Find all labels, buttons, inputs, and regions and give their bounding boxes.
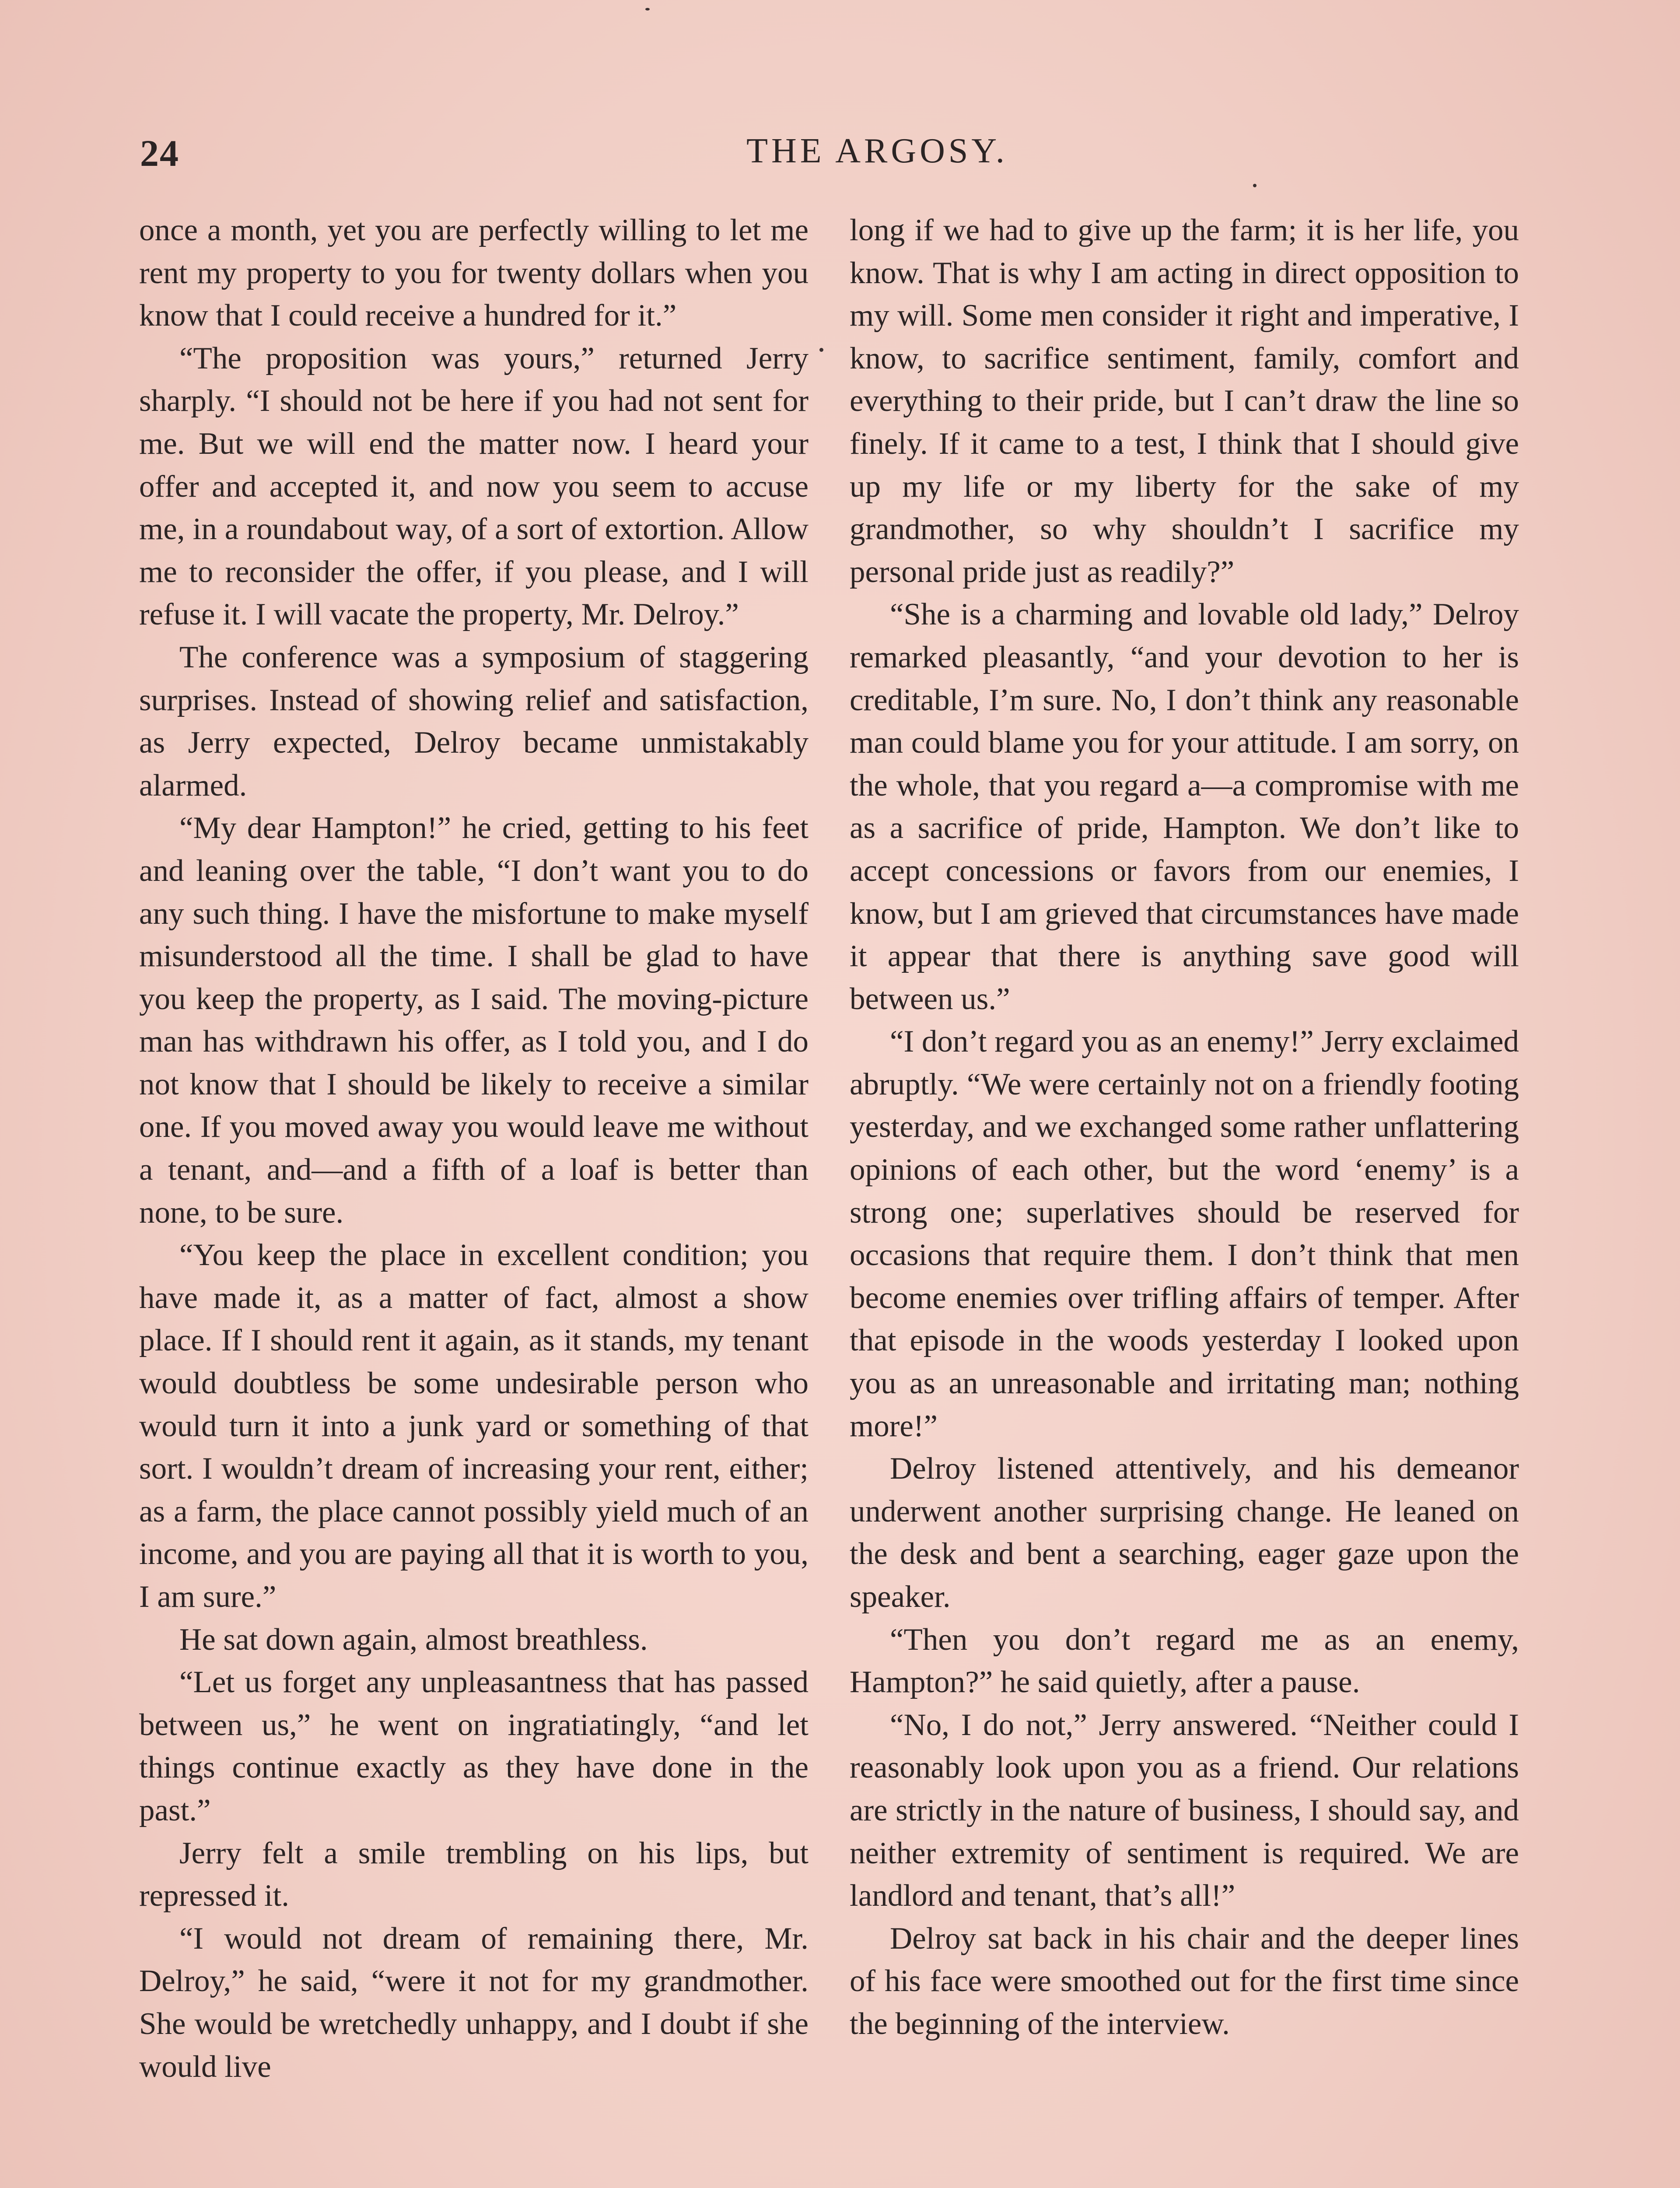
left-text-column	[139, 209, 808, 2088]
print-speck	[819, 348, 823, 352]
print-speck	[1253, 184, 1256, 187]
paragraph: “I don’t regard you as an enemy!” Jerry exclaimed abruptly. “We were certainly not on a friendly footing yesterday, and we exchanged some rather unflattering opinions of each other, but the word ‘enemy’ is a strong one; superlatives should be reserved for occasions that require them. I don’t think that men become enemies over trifling affairs of temper. After that episode in the woods yesterday I looked upon you as an unreasonable and irritating man; nothing more!”	[850, 1024, 1519, 1443]
paragraph: Delroy sat back in his chair and the deeper lines of his face were smoothed out for the first time since the beginning of the interview.	[850, 1921, 1519, 2041]
paragraph: “I would not dream of remaining there, Mr. Delroy,” he said, “were it not for my grandmother. She would be wretchedly unhappy, and I doubt if she would live	[139, 1921, 808, 2084]
paragraph: “Let us forget any unpleasantness that has passed between us,” he went on ingratiatingly, “and let things continue exactly as they have done in the past.”	[139, 1665, 808, 1827]
page-number: 24	[140, 132, 179, 174]
paragraph: “No, I do not,” Jerry answered. “Neither could I reasonably look upon you as a friend. Our relations are strictly in the nature of business, I should say, and neither extremity of sentiment is required. We are landlord and tenant, that’s all!”	[850, 1708, 1519, 1913]
paragraph: Delroy listened attentively, and his demeanor underwent another surprising change. He leaned on the desk and bent a searching, eager gaze upon the speaker.	[850, 1452, 1519, 1614]
paragraph: “You keep the place in excellent condition; you have made it, as a matter of fact, almost a show place. If I should rent it again, as it stands, my tenant would doubtless be some undesirable person who would turn it into a junk yard or something of that sort. I wouldn’t dream of increasing your rent, either; as a farm, the place cannot possibly yield much of an income, and you are paying all that it is worth to you, I am sure.”	[139, 1238, 808, 1614]
paragraph: The conference was a symposium of staggering surprises. Instead of showing relief and satisfaction, as Jerry expected, Delroy became unmistakably alarmed.	[139, 640, 808, 803]
paragraph: “Then you don’t regard me as an enemy, Hampton?” he said quietly, after a pause.	[850, 1622, 1519, 1700]
paragraph: “The proposition was yours,” returned Jerry sharply. “I should not be here if you had not sent for me. But we will end the matter now. I heard your offer and accepted it, and now you seem to accuse me, in a roundabout way, of a sort of extortion. Allow me to reconsider the offer, if you please, and I will refuse it. I will vacate the property, Mr. Delroy.”	[139, 341, 808, 632]
running-title: THE ARGOSY.	[746, 132, 1008, 170]
paragraph: “She is a charming and lovable old lady,” Delroy remarked pleasantly, “and your devotion to her is creditable, I’m sure. No, I don’t think any reasonable man could blame you for your attitude. I am sorry, on the whole, that you regard a—a compromise with me as a sacrifice of pride, Hampton. We don’t like to accept concessions or favors from our enemies, I know, but I am grieved that circumstances have made it appear that there is anything save good will between us.”	[850, 597, 1519, 1016]
paragraph: long if we had to give up the farm; it is her life, you know. That is why I am acting in direct opposition to my will. Some men consider it right and imperative, I know, to sacrifice sentiment, family, comfort and everything to their pride, but I can’t draw the line so finely. If it came to a test, I think that I should give up my life or my liberty for the sake of my grandmother, so why shouldn’t I sacrifice my personal pride just as readily?”	[850, 213, 1519, 589]
paragraph: once a month, yet you are perfectly willing to let me rent my property to you for twenty dollars when you know that I could receive a hundred for it.”	[139, 213, 808, 333]
right-text-column	[850, 209, 1519, 2046]
paragraph: “My dear Hampton!” he cried, getting to his feet and leaning over the table, “I don’t want you to do any such thing. I have the misfortune to make myself misunderstood all the time. I shall be glad to have you keep the property, as I said. The moving-picture man has withdrawn his offer, as I told you, and I do not know that I should be likely to receive a similar one. If you moved away you would leave me without a tenant, and—and a fifth of a loaf is better than none, to be sure.	[139, 811, 808, 1230]
print-speck	[645, 8, 650, 11]
page-header	[140, 131, 1553, 184]
paragraph: Jerry felt a smile trembling on his lips, but repressed it.	[139, 1836, 808, 1913]
paragraph: He sat down again, almost breathless.	[179, 1622, 648, 1657]
